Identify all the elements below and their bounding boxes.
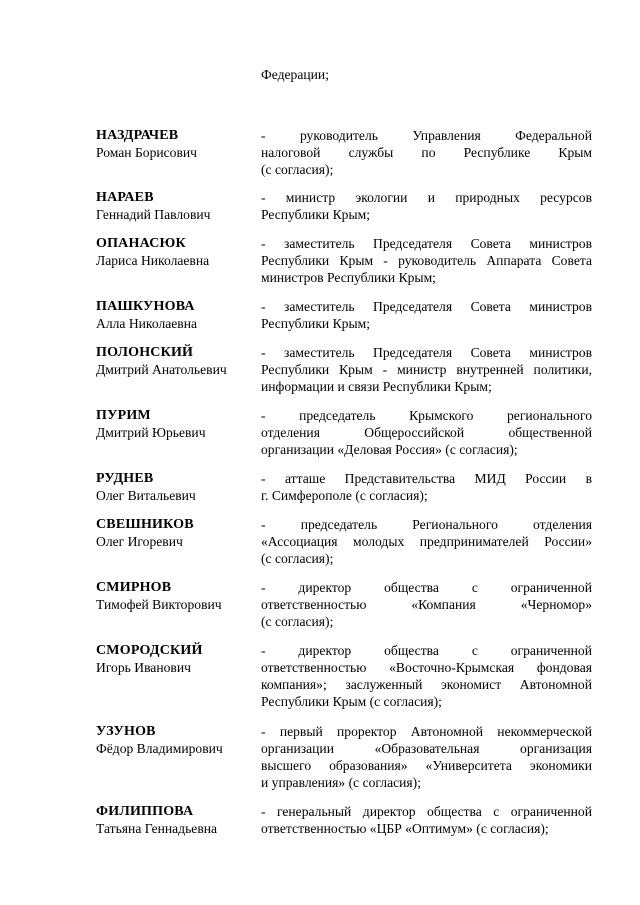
member-surname: РУДНЕВ bbox=[96, 471, 154, 486]
member-surname: ФИЛИППОВА bbox=[96, 804, 194, 819]
position-line: отделения Общероссийской общественной bbox=[261, 425, 592, 440]
position-line: министров Республики Крым; bbox=[261, 270, 436, 285]
member-given-name: Олег Витальевич bbox=[96, 488, 196, 503]
member-name bbox=[96, 642, 256, 676]
member-name bbox=[96, 407, 256, 441]
member-position bbox=[261, 803, 592, 837]
member-name bbox=[96, 298, 256, 332]
member-surname: СМОРОДСКИЙ bbox=[96, 643, 203, 658]
member-position bbox=[261, 235, 592, 286]
position-line: и управления» (с согласия); bbox=[261, 775, 421, 790]
position-line: налоговой службы по Республике Крым bbox=[261, 145, 592, 160]
member-given-name: Лариса Николаевна bbox=[96, 253, 210, 268]
member-position bbox=[261, 723, 592, 791]
member-position bbox=[261, 407, 592, 458]
position-line: (с согласия); bbox=[261, 162, 334, 177]
position-line: - заместитель Председателя Совета министров bbox=[261, 299, 592, 314]
member-name bbox=[96, 127, 256, 161]
position-line: Республики Крым - министр внутренней политики, bbox=[261, 362, 592, 377]
member-position bbox=[261, 642, 592, 710]
member-given-name: Алла Николаевна bbox=[96, 316, 198, 331]
member-surname: УЗУНОВ bbox=[96, 724, 156, 739]
member-name bbox=[96, 235, 256, 269]
member-given-name: Геннадий Павлович bbox=[96, 207, 211, 222]
position-line: - руководитель Управления Федеральной bbox=[261, 128, 592, 143]
member-surname: НАЗДРАЧЕВ bbox=[96, 128, 179, 143]
member-given-name: Фёдор Владимирович bbox=[96, 741, 223, 756]
position-line: ответственностью «Восточно-Крымская фондовая bbox=[261, 660, 592, 675]
member-given-name: Игорь Иванович bbox=[96, 660, 191, 675]
position-line: информации и связи Республики Крым; bbox=[261, 379, 492, 394]
position-line: - директор общества с ограниченной bbox=[261, 643, 592, 658]
member-surname: СМИРНОВ bbox=[96, 580, 172, 595]
position-line: Республики Крым; bbox=[261, 316, 370, 331]
position-line: - заместитель Председателя Совета министров bbox=[261, 345, 592, 360]
member-position bbox=[261, 189, 592, 223]
position-line: организации «Деловая Россия» (с согласия); bbox=[261, 442, 518, 457]
member-given-name: Роман Борисович bbox=[96, 145, 198, 160]
member-name bbox=[96, 344, 256, 378]
member-name bbox=[96, 723, 256, 757]
member-surname: СВЕШНИКОВ bbox=[96, 517, 194, 532]
position-line: - директор общества с ограниченной bbox=[261, 580, 592, 595]
position-line: «Ассоциация молодых предпринимателей России» bbox=[261, 534, 592, 549]
member-surname: ОПАНАСЮК bbox=[96, 236, 186, 251]
position-line: высшего образования» «Университета экономики bbox=[261, 758, 592, 773]
member-given-name: Татьяна Геннадьевна bbox=[96, 821, 218, 836]
member-position bbox=[261, 298, 592, 332]
position-line: - заместитель Председателя Совета министров bbox=[261, 236, 592, 251]
member-surname: ПОЛОНСКИЙ bbox=[96, 345, 194, 360]
member-given-name: Дмитрий Анатольевич bbox=[96, 362, 227, 377]
position-line: Республики Крым (с согласия); bbox=[261, 694, 442, 709]
position-line: - первый проректор Автономной некоммерческой bbox=[261, 724, 592, 739]
position-line: (с согласия); bbox=[261, 614, 334, 629]
member-surname: ПАШКУНОВА bbox=[96, 299, 195, 314]
member-name bbox=[96, 803, 256, 837]
position-line: - министр экологии и природных ресурсов bbox=[261, 190, 592, 205]
position-line: (с согласия); bbox=[261, 551, 334, 566]
member-position bbox=[261, 516, 592, 567]
position-line: - атташе Представительства МИД России в bbox=[261, 471, 592, 486]
member-given-name: Дмитрий Юрьевич bbox=[96, 425, 206, 440]
member-surname: ПУРИМ bbox=[96, 408, 151, 423]
position-line: организации «Образовательная организация bbox=[261, 741, 592, 756]
continued-text-line: Федерации; bbox=[261, 67, 329, 82]
position-line: г. Симферополе (с согласия); bbox=[261, 488, 428, 503]
member-position bbox=[261, 344, 592, 395]
member-name bbox=[96, 579, 256, 613]
position-line: - председатель Регионального отделения bbox=[261, 517, 592, 532]
position-line: - генеральный директор общества с ограниченной bbox=[261, 804, 592, 819]
position-line: ответственностью «Компания «Черномор» bbox=[261, 597, 592, 612]
member-surname: НАРАЕВ bbox=[96, 190, 154, 205]
member-name bbox=[96, 470, 256, 504]
position-line: Республики Крым; bbox=[261, 207, 370, 222]
member-position bbox=[261, 579, 592, 630]
position-line: ответственностью «ЦБР «Оптимум» (с согласия); bbox=[261, 821, 549, 836]
position-line: - председатель Крымского регионального bbox=[261, 408, 592, 423]
member-name bbox=[96, 189, 256, 223]
position-line: компания»; заслуженный экономист Автономной bbox=[261, 677, 592, 692]
member-name bbox=[96, 516, 256, 550]
member-position bbox=[261, 470, 592, 504]
position-line: Республики Крым - руководитель Аппарата Совета bbox=[261, 253, 592, 268]
member-position bbox=[261, 127, 592, 178]
member-given-name: Тимофей Викторович bbox=[96, 597, 222, 612]
member-given-name: Олег Игоревич bbox=[96, 534, 183, 549]
